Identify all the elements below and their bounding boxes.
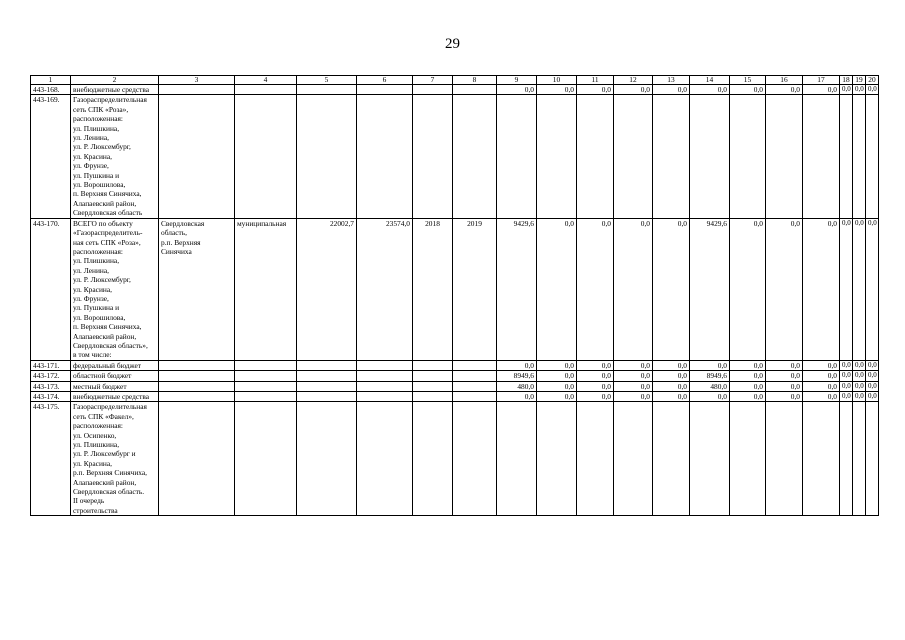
value-cell: 0,0	[853, 371, 866, 381]
row-description-line: ул. Красина,	[73, 151, 112, 161]
value-cell	[653, 95, 690, 218]
value-cell: 0,0	[497, 85, 537, 95]
value-cell: 0,0	[766, 218, 803, 360]
row-id: 443-169.	[31, 95, 71, 218]
column-header: 11	[577, 76, 614, 85]
ownership-cell	[235, 392, 297, 402]
value-cell: 0,0	[730, 371, 766, 381]
value-cell	[653, 402, 690, 516]
value-cell: 0,0	[537, 392, 577, 402]
value-cell: 0,0	[730, 360, 766, 370]
row-description-line: местный бюджет	[73, 381, 127, 391]
start-year-cell: 2018	[413, 218, 453, 360]
column-header: 17	[803, 76, 840, 85]
column-header: 2	[71, 76, 159, 85]
end-year-cell	[453, 381, 497, 391]
row-description-line: внебюджетные средства	[73, 85, 150, 94]
value-cell: 0,0	[730, 392, 766, 402]
location-cell	[159, 360, 235, 370]
start-year-cell	[413, 402, 453, 516]
capacity-cell: 22002,7	[297, 218, 357, 360]
row-description	[71, 381, 159, 391]
row-description-line: II очередь	[73, 496, 105, 506]
location-cell	[159, 371, 235, 381]
value-cell: 0,0	[866, 85, 879, 95]
location-cell	[159, 95, 235, 218]
value-cell: 0,0	[840, 371, 853, 381]
value-cell: 0,0	[690, 360, 730, 370]
row-description-line: Газораспределительная	[73, 95, 147, 105]
row-description	[71, 218, 159, 360]
value-cell: 0,0	[803, 360, 840, 370]
column-header: 7	[413, 76, 453, 85]
value-cell: 0,0	[840, 392, 853, 402]
end-year-cell	[453, 85, 497, 95]
row-description-line: в том числе:	[73, 350, 112, 360]
row-description-line: ул. Фрунзе,	[73, 293, 109, 303]
value-cell: 0,0	[766, 381, 803, 391]
value-cell	[614, 95, 653, 218]
value-cell: 0,0	[840, 381, 853, 391]
table-row	[31, 402, 879, 516]
value-cell: 0,0	[497, 392, 537, 402]
value-cell: 0,0	[653, 381, 690, 391]
value-cell: 8949,6	[690, 371, 730, 381]
row-description-line: строительства	[73, 505, 118, 515]
value-cell: 0,0	[537, 218, 577, 360]
value-cell	[537, 95, 577, 218]
value-cell: 0,0	[853, 85, 866, 95]
value-cell	[730, 402, 766, 516]
ownership-cell	[235, 95, 297, 218]
location-cell-line: р.п. Верхняя	[161, 237, 201, 247]
end-year-cell	[453, 95, 497, 218]
value-cell: 0,0	[653, 218, 690, 360]
value-cell	[537, 402, 577, 516]
value-cell: 0,0	[614, 85, 653, 95]
value-cell: 0,0	[803, 371, 840, 381]
value-cell: 0,0	[653, 360, 690, 370]
value-cell	[840, 95, 853, 218]
location-cell	[159, 218, 235, 360]
value-cell	[803, 95, 840, 218]
value-cell: 0,0	[840, 218, 853, 360]
column-header: 5	[297, 76, 357, 85]
row-id: 443-170.	[31, 218, 71, 360]
value-cell	[690, 402, 730, 516]
value-cell: 0,0	[866, 360, 879, 370]
value-cell: 9429,6	[497, 218, 537, 360]
value-cell: 0,0	[803, 392, 840, 402]
value-cell: 480,0	[690, 381, 730, 391]
value-cell: 0,0	[614, 360, 653, 370]
ownership-cell	[235, 360, 297, 370]
table-row	[31, 371, 879, 381]
value-cell: 0,0	[803, 85, 840, 95]
column-header: 14	[690, 76, 730, 85]
row-id: 443-171.	[31, 360, 71, 370]
value-cell	[730, 95, 766, 218]
value-cell: 0,0	[653, 85, 690, 95]
location-cell	[159, 392, 235, 402]
end-year-cell	[453, 360, 497, 370]
value-cell: 0,0	[614, 218, 653, 360]
value-cell: 8949,6	[497, 371, 537, 381]
column-header: 10	[537, 76, 577, 85]
column-header: 12	[614, 76, 653, 85]
cost-cell	[357, 381, 413, 391]
value-cell	[497, 95, 537, 218]
column-header: 16	[766, 76, 803, 85]
row-description-line: ул. Пушкина и	[73, 303, 120, 313]
ownership-cell	[235, 381, 297, 391]
value-cell: 0,0	[653, 392, 690, 402]
location-cell	[159, 381, 235, 391]
row-description-line: ул. Пушкина и	[73, 170, 120, 180]
row-id: 443-168.	[31, 85, 71, 95]
table-row	[31, 95, 879, 218]
value-cell: 0,0	[803, 381, 840, 391]
location-cell	[159, 402, 235, 516]
capacity-cell	[297, 402, 357, 516]
value-cell: 0,0	[853, 360, 866, 370]
row-description	[71, 360, 159, 370]
row-description-line: п. Верхняя Синячиха,	[73, 189, 142, 199]
value-cell: 0,0	[690, 85, 730, 95]
start-year-cell	[413, 360, 453, 370]
row-description-line: ул. Ворошилова,	[73, 180, 126, 190]
column-header: 1	[31, 76, 71, 85]
location-cell-line: Синячиха	[161, 246, 192, 256]
row-description-line: ВСЕГО по объекту	[73, 218, 133, 228]
row-description	[71, 85, 159, 95]
start-year-cell	[413, 85, 453, 95]
row-description-line: ул. Красина,	[73, 284, 112, 294]
row-id: 443-175.	[31, 402, 71, 516]
start-year-cell	[413, 95, 453, 218]
end-year-cell	[453, 371, 497, 381]
value-cell	[690, 95, 730, 218]
ownership-cell	[235, 402, 297, 516]
value-cell: 0,0	[766, 360, 803, 370]
column-header: 19	[853, 76, 866, 85]
value-cell: 0,0	[497, 360, 537, 370]
value-cell	[577, 402, 614, 516]
capacity-cell	[297, 360, 357, 370]
value-cell: 0,0	[577, 381, 614, 391]
row-description	[71, 402, 159, 516]
table-row	[31, 85, 879, 95]
table-row	[31, 392, 879, 402]
value-cell: 0,0	[730, 85, 766, 95]
cost-cell	[357, 402, 413, 516]
column-header: 8	[453, 76, 497, 85]
value-cell: 9429,6	[690, 218, 730, 360]
value-cell: 0,0	[614, 381, 653, 391]
cost-cell	[357, 360, 413, 370]
value-cell	[840, 402, 853, 516]
column-header: 13	[653, 76, 690, 85]
location-cell-line: область,	[161, 228, 187, 238]
value-cell	[577, 95, 614, 218]
row-description-line: ул. Фрунзе,	[73, 161, 109, 171]
row-id: 443-173.	[31, 381, 71, 391]
row-description-line: Свердловская область.	[73, 487, 145, 497]
value-cell: 0,0	[853, 381, 866, 391]
row-description-line: ул. Ленина,	[73, 265, 109, 275]
row-description-line: п. Верхняя Синячиха,	[73, 322, 142, 332]
start-year-cell	[413, 392, 453, 402]
value-cell: 0,0	[690, 392, 730, 402]
table-row	[31, 218, 879, 360]
row-description-line: расположенная:	[73, 421, 123, 431]
row-description-line: Свердловская область	[73, 208, 143, 218]
value-cell: 0,0	[537, 371, 577, 381]
value-cell: 0,0	[766, 371, 803, 381]
value-cell: 0,0	[840, 360, 853, 370]
row-description-line: р.п. Верхняя Синячиха,	[73, 468, 148, 478]
row-description-line: внебюджетные средства	[73, 392, 150, 401]
value-cell: 0,0	[866, 381, 879, 391]
value-cell: 0,0	[577, 392, 614, 402]
value-cell: 0,0	[766, 85, 803, 95]
row-description-line: ул. Осипенко,	[73, 430, 117, 440]
value-cell: 0,0	[866, 218, 879, 360]
value-cell	[866, 95, 879, 218]
budget-table	[30, 75, 879, 516]
column-header: 15	[730, 76, 766, 85]
column-header: 3	[159, 76, 235, 85]
value-cell: 0,0	[614, 392, 653, 402]
value-cell	[853, 402, 866, 516]
value-cell	[866, 402, 879, 516]
value-cell	[803, 402, 840, 516]
end-year-cell	[453, 392, 497, 402]
value-cell	[766, 95, 803, 218]
column-header: 9	[497, 76, 537, 85]
capacity-cell	[297, 85, 357, 95]
column-header: 18	[840, 76, 853, 85]
value-cell	[614, 402, 653, 516]
value-cell: 0,0	[577, 85, 614, 95]
header-row	[31, 76, 879, 85]
row-description-line: расположенная:	[73, 114, 123, 124]
row-description-line: Газораспределительная	[73, 402, 147, 412]
table-row	[31, 381, 879, 391]
start-year-cell	[413, 371, 453, 381]
row-description-line: ул. Р. Люксембург,	[73, 275, 131, 285]
cost-cell	[357, 392, 413, 402]
value-cell: 0,0	[803, 218, 840, 360]
row-description	[71, 392, 159, 402]
row-description-line: ул. Плишкина,	[73, 123, 120, 133]
row-description-line: Алапаевский район,	[73, 331, 137, 341]
value-cell: 0,0	[766, 392, 803, 402]
row-description	[71, 371, 159, 381]
row-description-line: ул. Плишкина,	[73, 440, 120, 450]
value-cell: 0,0	[537, 360, 577, 370]
ownership-cell: муниципальная	[235, 218, 297, 360]
row-description-line: Свердловская область»,	[73, 340, 148, 350]
row-description-line: Алапаевский район,	[73, 477, 137, 487]
table-row	[31, 360, 879, 370]
row-description-line: ная сеть СПК «Роза»,	[73, 237, 141, 247]
value-cell: 0,0	[653, 371, 690, 381]
column-header: 4	[235, 76, 297, 85]
value-cell: 0,0	[730, 381, 766, 391]
capacity-cell	[297, 371, 357, 381]
cost-cell	[357, 371, 413, 381]
row-description-line: расположенная:	[73, 246, 123, 256]
row-description-line: областной бюджет	[73, 371, 132, 381]
capacity-cell	[297, 392, 357, 402]
end-year-cell: 2019	[453, 218, 497, 360]
column-header: 6	[357, 76, 413, 85]
ownership-cell	[235, 85, 297, 95]
row-id: 443-172.	[31, 371, 71, 381]
row-description-line: ул. Р. Люксембург,	[73, 142, 131, 152]
value-cell: 0,0	[537, 381, 577, 391]
row-description-line: Алапаевский район,	[73, 198, 137, 208]
start-year-cell	[413, 381, 453, 391]
row-id: 443-174.	[31, 392, 71, 402]
capacity-cell	[297, 95, 357, 218]
cost-cell	[357, 95, 413, 218]
end-year-cell	[453, 402, 497, 516]
row-description-line: «Газораспределитель-	[73, 228, 143, 238]
row-description-line: сеть СПК «Роза»,	[73, 104, 129, 114]
value-cell: 0,0	[577, 218, 614, 360]
capacity-cell	[297, 381, 357, 391]
cost-cell: 23574,0	[357, 218, 413, 360]
row-description-line: ул. Красина,	[73, 458, 112, 468]
page-number: 29	[445, 36, 460, 52]
value-cell: 0,0	[840, 85, 853, 95]
value-cell: 0,0	[853, 218, 866, 360]
row-description	[71, 95, 159, 218]
row-description-line: ул. Р. Люксембург и	[73, 449, 136, 459]
value-cell: 0,0	[730, 218, 766, 360]
row-description-line: ул. Ворошилова,	[73, 312, 126, 322]
row-description-line: ул. Плишкина,	[73, 256, 120, 266]
value-cell: 0,0	[537, 85, 577, 95]
value-cell	[497, 402, 537, 516]
column-header: 20	[866, 76, 879, 85]
location-cell-line: Свердловская	[161, 218, 205, 228]
value-cell: 0,0	[866, 371, 879, 381]
ownership-cell	[235, 371, 297, 381]
cost-cell	[357, 85, 413, 95]
value-cell: 0,0	[577, 371, 614, 381]
value-cell: 0,0	[614, 371, 653, 381]
value-cell: 0,0	[866, 392, 879, 402]
row-description-line: федеральный бюджет	[73, 360, 142, 370]
row-description-line: сеть СПК «Факел»,	[73, 411, 134, 421]
location-cell	[159, 85, 235, 95]
value-cell: 0,0	[853, 392, 866, 402]
value-cell	[853, 95, 866, 218]
value-cell	[766, 402, 803, 516]
value-cell: 0,0	[577, 360, 614, 370]
row-description-line: ул. Ленина,	[73, 133, 109, 143]
value-cell: 480,0	[497, 381, 537, 391]
